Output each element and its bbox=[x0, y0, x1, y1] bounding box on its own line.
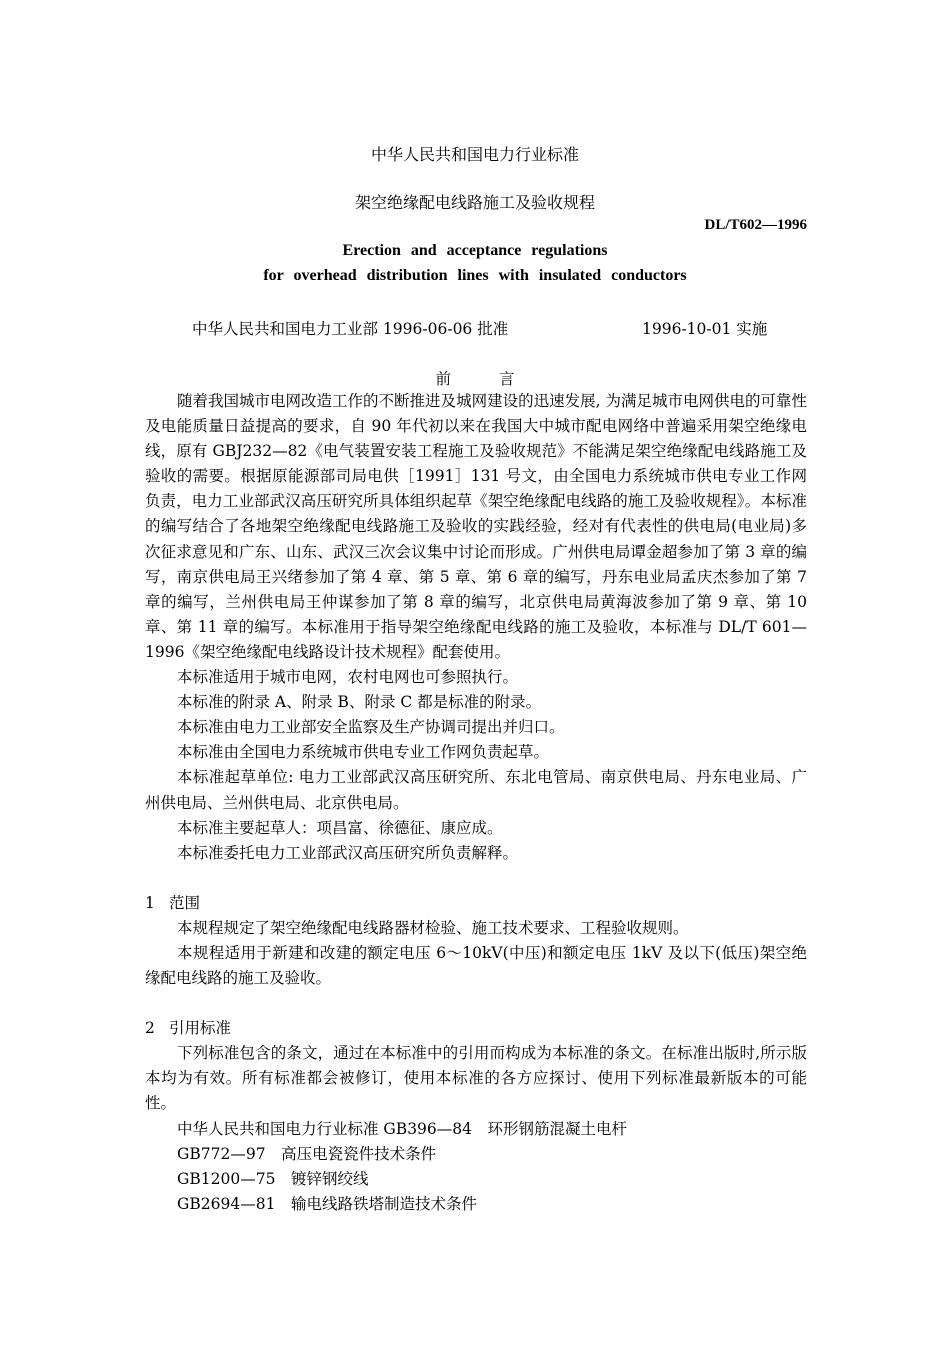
section-2-number: 2 bbox=[145, 1019, 155, 1038]
document-title-en-line2: for overhead distribution lines with insulated conductors bbox=[263, 267, 687, 284]
preface-interpretation: 本标准委托电力工业部武汉高压研究所负责解释。 bbox=[177, 843, 519, 862]
preface-heading: 前言 bbox=[435, 370, 563, 388]
reference-item: GB2694—81 输电线路铁塔制造技术条件 bbox=[177, 1194, 477, 1213]
preface-applicable: 本标准适用于城市电网，农村电网也可参照执行。 bbox=[177, 668, 519, 687]
preface-appendix: 本标准的附录 A、附录 B、附录 C 都是标准的附录。 bbox=[177, 693, 542, 712]
document-title-cn: 架空绝缘配电线路施工及验收规程 bbox=[354, 193, 595, 212]
preface-drafters: 本标准主要起草人：项昌富、徐德征、康应成。 bbox=[177, 818, 503, 837]
standard-code: DL/T602—1996 bbox=[704, 217, 807, 233]
section-2-title: 引用标准 bbox=[169, 1019, 232, 1038]
reference-item: GB1200—75 镀锌钢绞线 bbox=[177, 1169, 369, 1188]
section-1-title: 范围 bbox=[169, 893, 201, 912]
section-1-para1: 本规程规定了架空绝缘配电线路器材检验、施工技术要求、工程验收规则。 bbox=[177, 918, 689, 937]
reference-item: GB772—97 高压电瓷瓷件技术条件 bbox=[177, 1144, 437, 1163]
industry-standard-title: 中华人民共和国电力行业标准 bbox=[370, 145, 579, 164]
approval-line: 中华人民共和国电力工业部 1996-06-06 批准 bbox=[192, 320, 509, 338]
section-2-para1: 下列标准包含的条文，通过在本标准中的引用而构成为本标准的条文。在标准出版时,所示版本均为有效。所有标准都会被修订，使用本标准的各方应探讨、使用下列标准最新版本的可能性。 bbox=[145, 1044, 807, 1113]
preface-proposed: 本标准由电力工业部安全监察及生产协调司提出并归口。 bbox=[177, 718, 565, 737]
document-body bbox=[145, 389, 807, 1217]
implementation-date: 1996-10-01 实施 bbox=[642, 320, 768, 338]
preface-paragraph: 随着我国城市电网改造工作的不断推进及城网建设的迅速发展, 为满足城市电网供电的可靠性及电能质量日益提高的要求，自 90 年代初以来在我国大中城市配电网络中普遍采用架空绝缘电线，原有 GBJ232—82《电气装置安装工程施工及验收规范》不能满足架空绝缘配电线路施工及验收的需要。根据原能源部司局电供［1991］131 号文，由全国电力系统城市供电专业工作网负责，电力工业部武汉高压研究所具体组织起草《架空绝缘配电线路的施工及验收规程》。本标准的编写结合了各地架空绝缘配电线路施工及验收的实践经验，经对有代表性的供电局(电业局)多次征求意见和广东、山东、武汉三次会议集中讨论而形成。广州供电局谭金超参加了第 3 章的编写，南京供电局王兴绪参加了第 4 章、第 5 章、第 6 章的编写，丹东电业局孟庆杰参加了第 7 章的编写，兰州供电局王仲谋参加了第 8 章的编写，北京供电局黄海波参加了第 9 章、第 10 章、第 11 章的编写。本标准用于指导架空绝缘配电线路的施工及验收，本标准与 DL/T 601—1996《架空绝缘配电线路设计技术规程》配套使用。 bbox=[145, 392, 807, 661]
preface-drafted: 本标准由全国电力系统城市供电专业工作网负责起草。 bbox=[177, 743, 550, 762]
section-1-number: 1 bbox=[145, 893, 155, 912]
section-2-heading bbox=[145, 1016, 807, 1041]
document-title-en-line1: Erection and acceptance regulations bbox=[342, 242, 608, 259]
section-1-heading bbox=[145, 891, 807, 916]
reference-item: 中华人民共和国电力行业标准 GB396—84 环形钢筋混凝土电杆 bbox=[177, 1119, 628, 1138]
preface-drafting-units: 本标准起草单位: 电力工业部武汉高压研究所、东北电管局、南京供电局、丹东电业局、广州供电局、兰州供电局、北京供电局。 bbox=[145, 768, 807, 812]
section-1-para2: 本规程适用于新建和改建的额定电压 6～10kV(中压)和额定电压 1kV 及以下(低压)架空绝缘配电线路的施工及验收。 bbox=[145, 943, 807, 988]
